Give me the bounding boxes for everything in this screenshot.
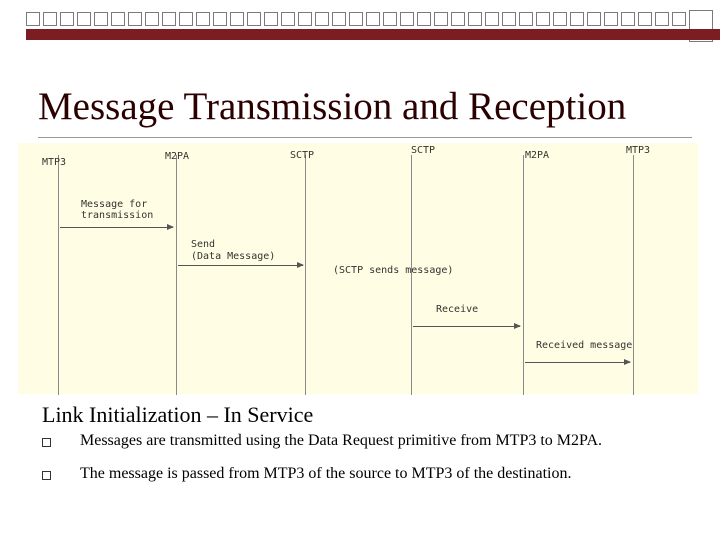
- header-square: [94, 12, 108, 26]
- bullet-text: Messages are transmitted using the Data Request primitive from MTP3 to M2PA.: [80, 432, 603, 449]
- header-square: [621, 12, 635, 26]
- lifeline-label: SCTP: [290, 150, 315, 161]
- message-label: Message for: [81, 199, 148, 210]
- lifeline-mtp3-destination: [633, 155, 634, 395]
- lifeline-label: MTP3: [626, 145, 651, 156]
- header-square: [451, 12, 465, 26]
- message-label: Send: [191, 239, 216, 250]
- header-square: [145, 12, 159, 26]
- header-square: [468, 12, 482, 26]
- header-square: [77, 12, 91, 26]
- lifeline-label: M2PA: [165, 151, 190, 162]
- header-square: [604, 12, 618, 26]
- message-label: Receive: [436, 304, 479, 315]
- header-square: [196, 12, 210, 26]
- header-square: [553, 12, 567, 26]
- bullet-text: The message is passed from MTP3 of the source to MTP3 of the destination.: [80, 465, 572, 482]
- header-square: [179, 12, 193, 26]
- slide-title: Message Transmission and Reception: [38, 85, 627, 128]
- header-square: [587, 12, 601, 26]
- header-square: [298, 12, 312, 26]
- title-divider: [38, 137, 692, 138]
- header-square: [162, 12, 176, 26]
- message-label: (Data Message): [191, 251, 276, 262]
- header-square: [400, 12, 414, 26]
- header-square: [570, 12, 584, 26]
- header-square: [247, 12, 261, 26]
- header-square: [264, 12, 278, 26]
- accent-band: [26, 29, 720, 40]
- header-square: [26, 12, 40, 26]
- header-decoration: [0, 0, 720, 40]
- message-arrow: [525, 362, 630, 363]
- header-square: [111, 12, 125, 26]
- lifeline-m2pa-source: [176, 155, 177, 395]
- message-arrow: [413, 326, 520, 327]
- square-bullet-icon: [42, 438, 51, 447]
- square-bullet-icon: [42, 471, 51, 480]
- lifeline-label: SCTP: [411, 145, 436, 156]
- header-square: [434, 12, 448, 26]
- header-square: [332, 12, 346, 26]
- message-label: Received message: [536, 340, 633, 351]
- lifeline-sctp-source: [305, 155, 306, 395]
- header-square: [349, 12, 363, 26]
- section-heading: Link Initialization – In Service: [42, 402, 314, 427]
- lifeline-label: MTP3: [42, 157, 67, 168]
- header-square: [128, 12, 142, 26]
- lifeline-label: M2PA: [525, 150, 550, 161]
- header-square: [383, 12, 397, 26]
- lifeline-mtp3-source: [58, 155, 59, 395]
- header-square: [655, 12, 669, 26]
- message-arrow: [60, 227, 173, 228]
- header-square: [485, 12, 499, 26]
- header-square: [230, 12, 244, 26]
- lifeline-m2pa-destination: [523, 155, 524, 395]
- header-square: [417, 12, 431, 26]
- message-label: (SCTP sends message): [333, 265, 454, 276]
- header-square: [366, 12, 380, 26]
- header-square: [536, 12, 550, 26]
- header-square: [519, 12, 533, 26]
- message-label: transmission: [81, 210, 154, 221]
- header-square: [281, 12, 295, 26]
- header-square: [502, 12, 516, 26]
- header-square: [43, 12, 57, 26]
- header-square: [638, 12, 652, 26]
- header-square: [315, 12, 329, 26]
- message-arrow: [178, 265, 303, 266]
- header-square: [672, 12, 686, 26]
- header-square: [60, 12, 74, 26]
- header-square: [213, 12, 227, 26]
